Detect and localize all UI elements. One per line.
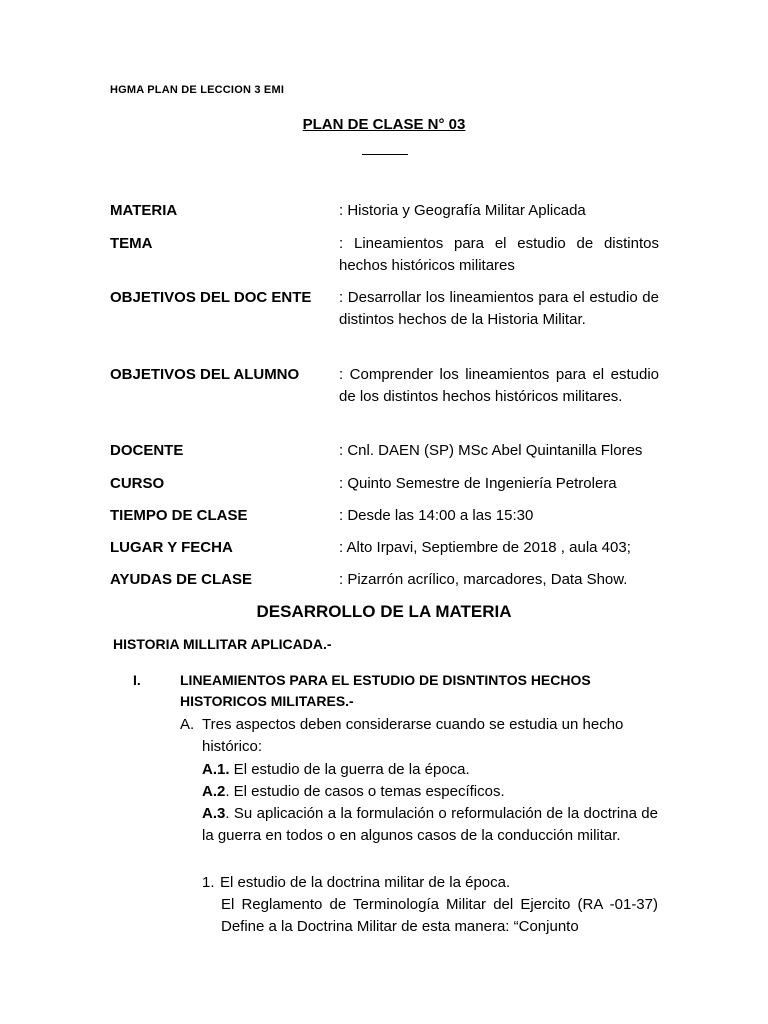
field-label: LUGAR Y FECHA <box>110 539 233 556</box>
field-label: MATERIA <box>110 202 178 219</box>
field-value: : Cnl. DAEN (SP) MSc Abel Quintanilla Flores <box>339 442 643 459</box>
field-label: OBJETIVOS DEL DOC ENTE <box>110 289 312 306</box>
doctrine-definition-paragraph: El Reglamento de Terminología Militar del Ejercito (RA -01-37) Define a la Doctrina Militar de esta manera: “Conjunto <box>221 896 658 935</box>
field-value: : Historia y Geografía Militar Aplicada <box>339 202 586 219</box>
page-title <box>0 116 768 133</box>
item-a1-text: El estudio de la guerra de la época. <box>229 761 470 778</box>
field-label: TIEMPO DE CLASE <box>110 507 248 524</box>
item-1-marker: 1. <box>202 874 215 891</box>
title-rule <box>362 154 408 155</box>
item-a3-text: . Su aplicación a la formulación o reformulación de la doctrina de la guerra en todos o en algunos casos de la conducción militar. <box>202 805 658 844</box>
header-line: HGMA PLAN DE LECCION 3 EMI <box>110 84 285 96</box>
field-label: DOCENTE <box>110 442 184 459</box>
item-1-text: El estudio de la doctrina militar de la época. <box>220 874 511 891</box>
field-label: TEMA <box>110 235 153 252</box>
field-value: : Lineamientos para el estudio de distintos hechos históricos militares <box>339 235 659 274</box>
item-a1 <box>202 759 658 781</box>
roman-numeral: I. <box>133 672 141 688</box>
field-label: OBJETIVOS DEL ALUMNO <box>110 366 300 383</box>
field-value: : Alto Irpavi, Septiembre de 2018 , aula 403; <box>339 539 631 556</box>
item-a2 <box>202 781 658 803</box>
roman-heading: LINEAMIENTOS PARA EL ESTUDIO DE DISNTINTOS HECHOS HISTORICOS MILITARES.- <box>180 672 591 709</box>
field-label: CURSO <box>110 475 165 492</box>
field-value: : Quinto Semestre de Ingeniería Petrolera <box>339 475 617 492</box>
item-a3 <box>202 803 658 847</box>
plan-title-text: PLAN DE CLASE N° 03 <box>302 116 466 133</box>
subheading: HISTORIA MILLITAR APLICADA.- <box>113 636 332 652</box>
item-a-text: Tres aspectos deben considerarse cuando se estudia un hecho histórico: <box>202 716 624 755</box>
field-value: : Desde las 14:00 a las 15:30 <box>339 507 534 524</box>
section-title: DESARROLLO DE LA MATERIA <box>256 602 512 621</box>
item-a2-marker: A.2 <box>202 783 226 800</box>
item-a1-marker: A.1. <box>202 761 230 778</box>
field-value: : Comprender los lineamientos para el estudio de los distintos hechos históricos militares. <box>339 366 659 405</box>
field-label: AYUDAS DE CLASE <box>110 571 252 588</box>
item-a3-marker: A.3 <box>202 805 226 822</box>
item-a-marker: A. <box>180 716 195 733</box>
field-value: : Desarrollar los lineamientos para el estudio de distintos hechos de la Historia Militar. <box>339 289 659 328</box>
item-a2-text: . El estudio de casos o temas específicos. <box>225 783 505 800</box>
field-value: : Pizarrón acrílico, marcadores, Data Show. <box>339 571 628 588</box>
